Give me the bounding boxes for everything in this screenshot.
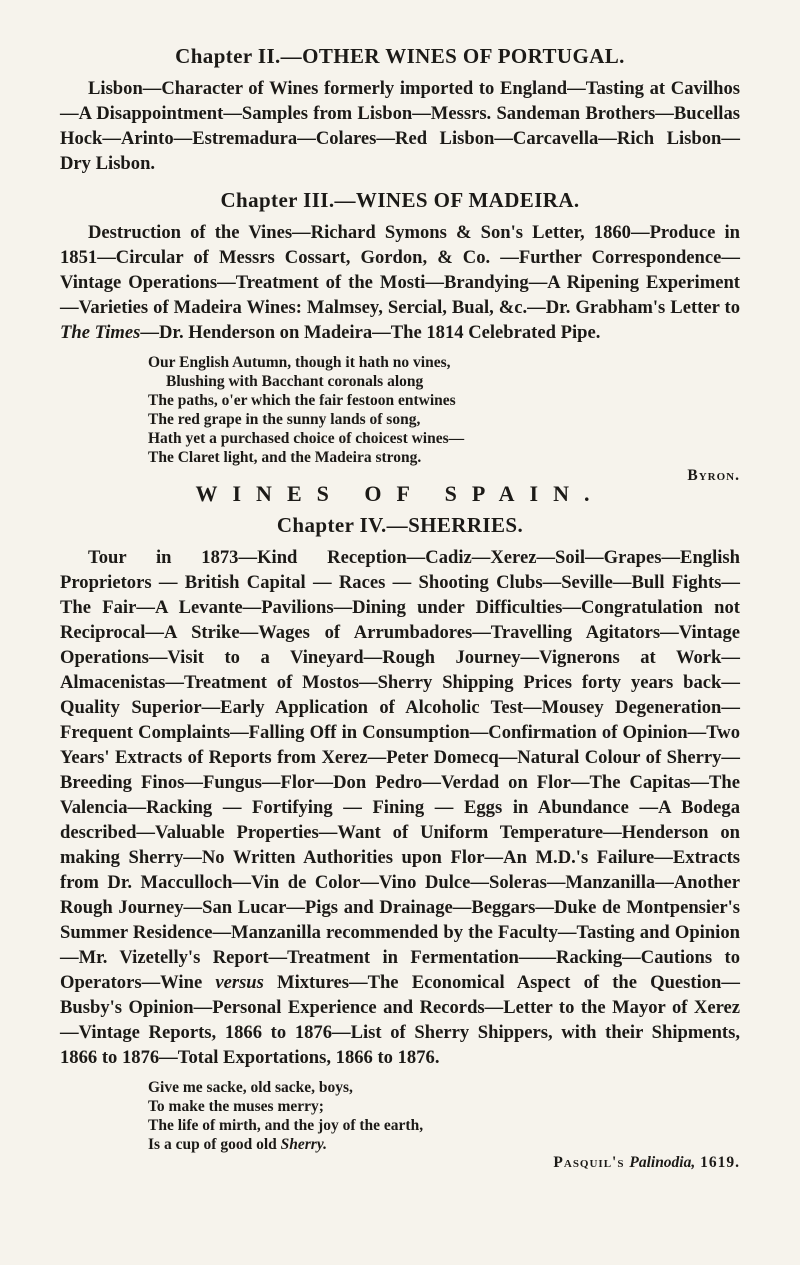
chapter-4-synopsis-text-end: Mixtures—The Economical Aspect of the Question—Busby's Opinion—Personal Experience and Records—Letter to the Mayor of Xerez—Vintage Reports, 1866 to 1876—List of Sherry Shippers, with their Shipments, 1866 to 1876—Total Exportations, 1866 to 1876. bbox=[60, 972, 740, 1068]
chapter-3-synopsis-text-end: —Dr. Henderson on Madeira—The 1814 Celebrated Pipe. bbox=[140, 322, 601, 343]
verse-line: The paths, o'er which the fair festoon entwines bbox=[148, 392, 456, 409]
chapter-2-heading: Chapter II.—OTHER WINES OF PORTUGAL. bbox=[175, 44, 625, 68]
attribution-year: 1619. bbox=[700, 1154, 740, 1171]
verse-line: The Claret light, and the Madeira strong. bbox=[148, 449, 422, 466]
verse-line: Give me sacke, old sacke, boys, bbox=[148, 1079, 353, 1096]
verse-text: Is a cup of good old bbox=[148, 1136, 281, 1153]
byron-attribution: Byron. bbox=[687, 467, 740, 484]
section-title: WINES OF SPAIN. bbox=[195, 481, 605, 506]
versus-word: versus bbox=[215, 972, 264, 993]
verse-line: To make the muses merry; bbox=[148, 1098, 324, 1115]
verse-line bbox=[148, 1135, 740, 1154]
byron-verse bbox=[148, 353, 740, 467]
chapter-4-heading: Chapter IV.—SHERRIES. bbox=[276, 513, 524, 537]
verse-line: Blushing with Bacchant coronals along bbox=[166, 373, 424, 390]
verse-line: The life of mirth, and the joy of the earth, bbox=[148, 1117, 424, 1134]
attribution-work: Palinodia, bbox=[629, 1154, 696, 1171]
chapter-2-synopsis: Lisbon—Character of Wines formerly imported to England—Tasting at Cavilhos—A Disappointment—Samples from Lisbon—Messrs. Sandeman Brothers—Bucellas Hock—Arinto—Estremadura—Colares—Red Lisbon—Carcavella—Rich Lisbon—Dry Lisbon. bbox=[60, 78, 740, 174]
verse-line: Our English Autumn, though it hath no vines, bbox=[148, 354, 451, 371]
newspaper-title: The Times bbox=[60, 322, 141, 343]
attribution-author: Pasquil's bbox=[553, 1154, 625, 1171]
chapter-4-synopsis-text: Tour in 1873—Kind Reception—Cadiz—Xerez—Soil—Grapes—English Proprietors — British Capital — Races — Shooting Clubs—Seville—Bull Fights—The Fair—A Levante—Pavilions—Dining under Difficulties—Congratulation not Reciprocal—A Strike—Wages of Arrumbadores—Travelling Agitators—Vintage Operations—Visit to a Vineyard—Rough Journey—Vignerons at Work—Almacenistas—Treatment of Mostos—Sherry Shipping Prices forty years back—Quality Superior—Early Application of Alcoholic Test—Mousey Degeneration—Frequent Complaints—Falling Off in Consumption—Confirmation of Opinion—Two Years' Extracts of Reports from Xerez—Peter Domecq—Natural Colour of Sherry—Breeding Finos—Fungus—Flor—Don Pedro—Verdad on Flor—The Capitas—The Valencia—Racking — Fortifying — Fining — Eggs in Abundance —A Bodega described—Valuable Properties—Want of Uniform Temperature—Henderson on making Sherry—No Written Authorities upon Flor—An M.D.'s Failure—Extracts from Dr. Macculloch—Vin de Color—Vino Dulce—Soleras—Manzanilla—Another Rough Journey—San Lucar—Pigs and Drainage—Beggars—Duke de Montpensier's Summer Residence—Manzanilla recommended by the Faculty—Tasting and Opinion—Mr. Vizetelly's Report—Treatment in Fermentation——Racking—Cautions to Operators—Wine bbox=[60, 547, 740, 993]
verse-italic-word: Sherry. bbox=[280, 1136, 328, 1153]
chapter-3-synopsis bbox=[60, 220, 740, 345]
chapter-4-synopsis bbox=[60, 545, 740, 1070]
pasquil-attribution bbox=[60, 1154, 740, 1172]
verse-line: Hath yet a purchased choice of choicest wines— bbox=[148, 430, 465, 447]
pasquil-verse bbox=[148, 1078, 740, 1154]
chapter-3-synopsis-text: Destruction of the Vines—Richard Symons & Son's Letter, 1860—Produce in 1851—Circular of Messrs Cossart, Gordon, & Co. —Further Correspondence—Vintage Operations—Treatment of the Mosti—Brandying—A Ripening Experiment—Varieties of Madeira Wines: Malmsey, Sercial, Bual, &c.—Dr. Grabham's Letter to bbox=[60, 222, 740, 318]
chapter-3-heading: Chapter III.—WINES OF MADEIRA. bbox=[220, 188, 580, 212]
verse-line: The red grape in the sunny lands of song, bbox=[148, 411, 421, 428]
